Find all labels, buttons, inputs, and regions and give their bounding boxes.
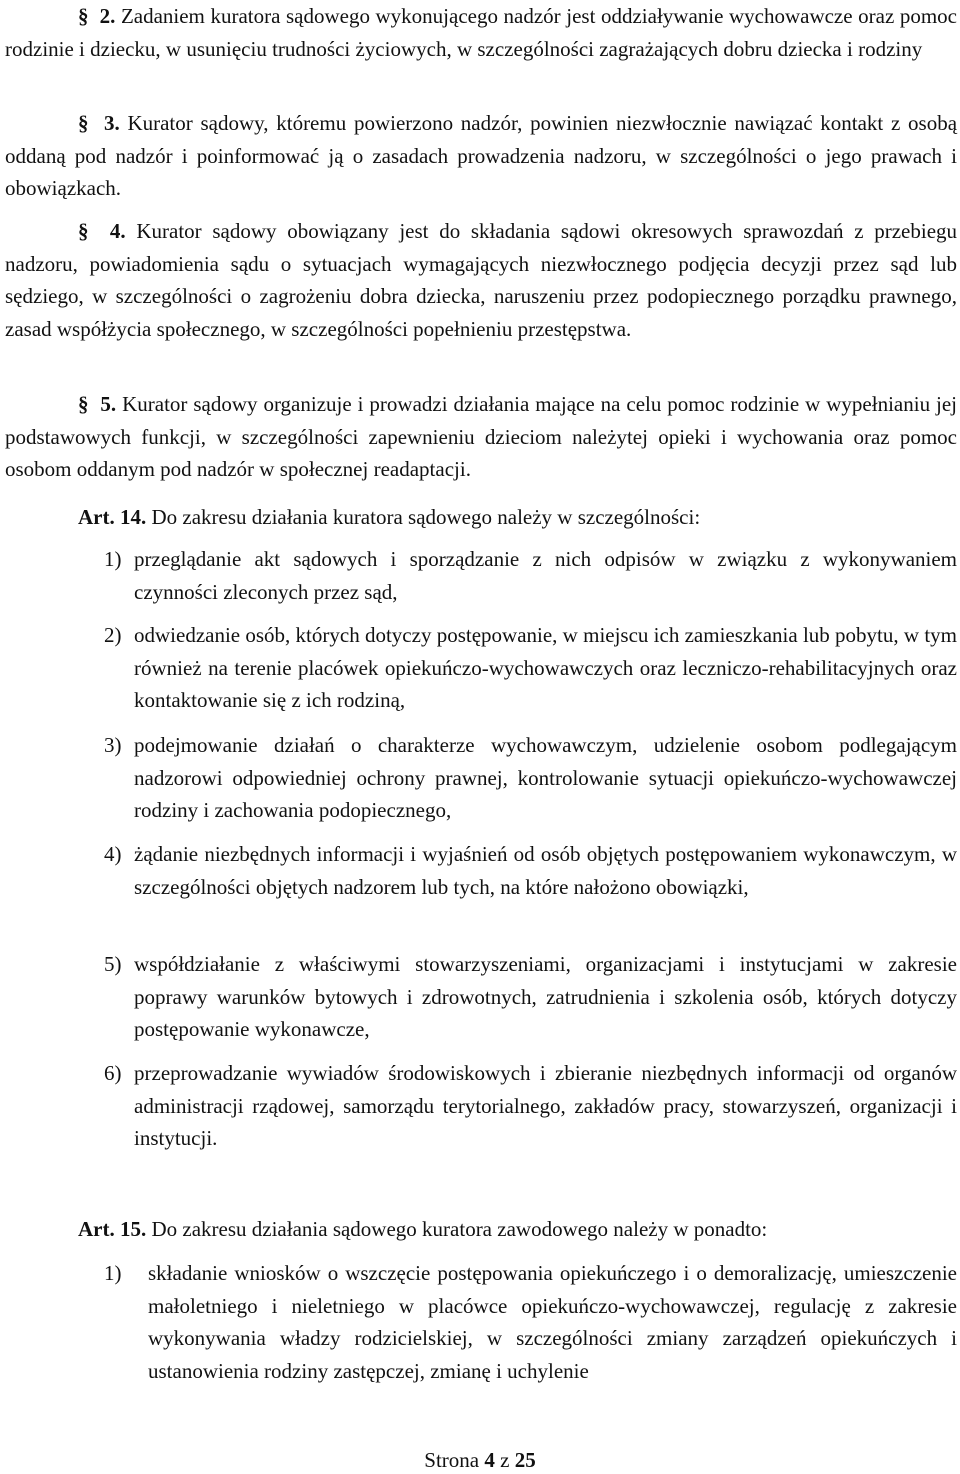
page-total: 25 [514, 1448, 536, 1472]
item-number: 6) [104, 1061, 122, 1085]
item-number: 4) [104, 842, 122, 866]
page-sep: z [500, 1448, 510, 1472]
section-sign: § [78, 111, 89, 135]
item-number: 3) [104, 733, 122, 757]
page-label: Strona [424, 1448, 480, 1472]
article-label: Art. 15. [78, 1217, 147, 1241]
item-text: przeprowadzanie wywiadów środowiskowych i zbieranie niezbędnych informacji od organów administracji rządowej, samorządu terytorialnego, zakładów pracy, stowarzyszeń, organizacji i instytucji. [134, 1061, 957, 1150]
item-text: podejmowanie działań o charakterze wychowawczym, udzielenie osobom podlegającym nadzorowi odpowiedniej ochrony prawnej, kontrolowanie sytuacji opiekuńczo-wychowawczej rodziny i zachowania podopiecznego, [134, 733, 957, 822]
paragraph-number: 2. [99, 4, 116, 28]
list-item [104, 1057, 957, 1155]
list-item [104, 948, 957, 1046]
paragraph-text: Zadaniem kuratora sądowego wykonującego nadzór jest oddziaływanie wychowawcze oraz pomoc rodzinie i dziecku, w usunięciu trudności życiowych, w szczególności zagrażających dobru dziecka i rodziny [5, 4, 957, 61]
list-item [104, 1257, 957, 1387]
section-sign: § [78, 392, 89, 416]
list-item [104, 619, 957, 717]
paragraph-text: Kurator sądowy obowiązany jest do składania sądowi okresowych sprawozdań z przebiegu nadzoru, powiadomienia sądu o sytuacjach wymagających niezwłocznego podjęcia decyzji przez sąd lub sędziego, w szczególności o zagrożeniu dobra dziecka, naruszeniu przez podopiecznego porządku prawnego, zasad współżycia społecznego, w szczególności popełnieniu przestępstwa. [5, 219, 958, 341]
item-number: 5) [104, 952, 122, 976]
article-label: Art. 14. [78, 505, 147, 529]
paragraph-number: 4. [109, 219, 126, 243]
article-intro: Do zakresu działania kuratora sądowego należy w szczególności: [151, 505, 701, 529]
section-sign: § [78, 219, 89, 243]
item-text: żądanie niezbędnych informacji i wyjaśnień od osób objętych postępowaniem wykonawczym, w szczególności objętych nadzorem lub tych, na które nałożono obowiązki, [134, 842, 957, 899]
paragraph-text: Kurator sądowy, któremu powierzono nadzór, powinien niezwłocznie nawiązać kontakt z osobą oddaną pod nadzór i poinformować ją o zasadach prowadzenia nadzoru, w szczególności o jego prawach i obowiązkach. [5, 111, 958, 200]
item-number: 1) [104, 547, 122, 571]
list-item [104, 838, 957, 903]
section-sign: § [78, 4, 89, 28]
item-text: odwiedzanie osób, których dotyczy postępowanie, w miejscu ich zamieszkania lub pobytu, w tym również na terenie placówek opiekuńczo-wychowawczych oraz leczniczo-rehabilitacyjnych oraz kontaktowanie się z ich rodziną, [134, 623, 957, 712]
page-current: 4 [484, 1448, 495, 1472]
paragraph-number: 5. [100, 392, 117, 416]
item-number: 2) [104, 623, 122, 647]
item-text: współdziałanie z właściwymi stowarzyszeniami, organizacjami i instytucjami w zakresie poprawy warunków bytowych i zdrowotnych, zatrudnienia i szkolenia osób, których dotyczy postępowanie wykonawcze, [134, 952, 957, 1041]
list-item [104, 543, 957, 608]
paragraph-2 [5, 0, 957, 65]
paragraph-3 [5, 107, 957, 205]
article-14-heading [78, 501, 958, 533]
paragraph-text: Kurator sądowy organizuje i prowadzi działania mające na celu pomoc rodzinie w wypełnianiu jej podstawowych funkcji, w szczególności zapewnieniu dzieciom należytej opieki i wychowania oraz pomoc osobom oddanym pod nadzór w społecznej readaptacji. [5, 392, 958, 481]
paragraph-number: 3. [103, 111, 120, 135]
item-number: 1) [104, 1261, 122, 1285]
paragraph-5 [5, 388, 957, 486]
item-text: składanie wniosków o wszczęcie postępowania opiekuńczego i o demoralizację, umieszczenie małoletniego i nieletniego w placówce opiekuńczo-wychowawczej, regulację z zakresie wykonywania władzy rodzicielskiej, w szczególności zmiany zarządzeń opiekuńczych i ustanowienia rodziny zastępczej, zmianę i uchylenie [148, 1261, 957, 1383]
page-number [0, 1446, 960, 1474]
article-intro: Do zakresu działania sądowego kuratora zawodowego należy w ponadto: [151, 1217, 768, 1241]
article-15-heading [78, 1213, 958, 1245]
list-item [104, 729, 957, 827]
paragraph-4 [5, 215, 957, 345]
item-text: przeglądanie akt sądowych i sporządzanie z nich odpisów w związku z wykonywaniem czynności zleconych przez sąd, [134, 547, 957, 604]
